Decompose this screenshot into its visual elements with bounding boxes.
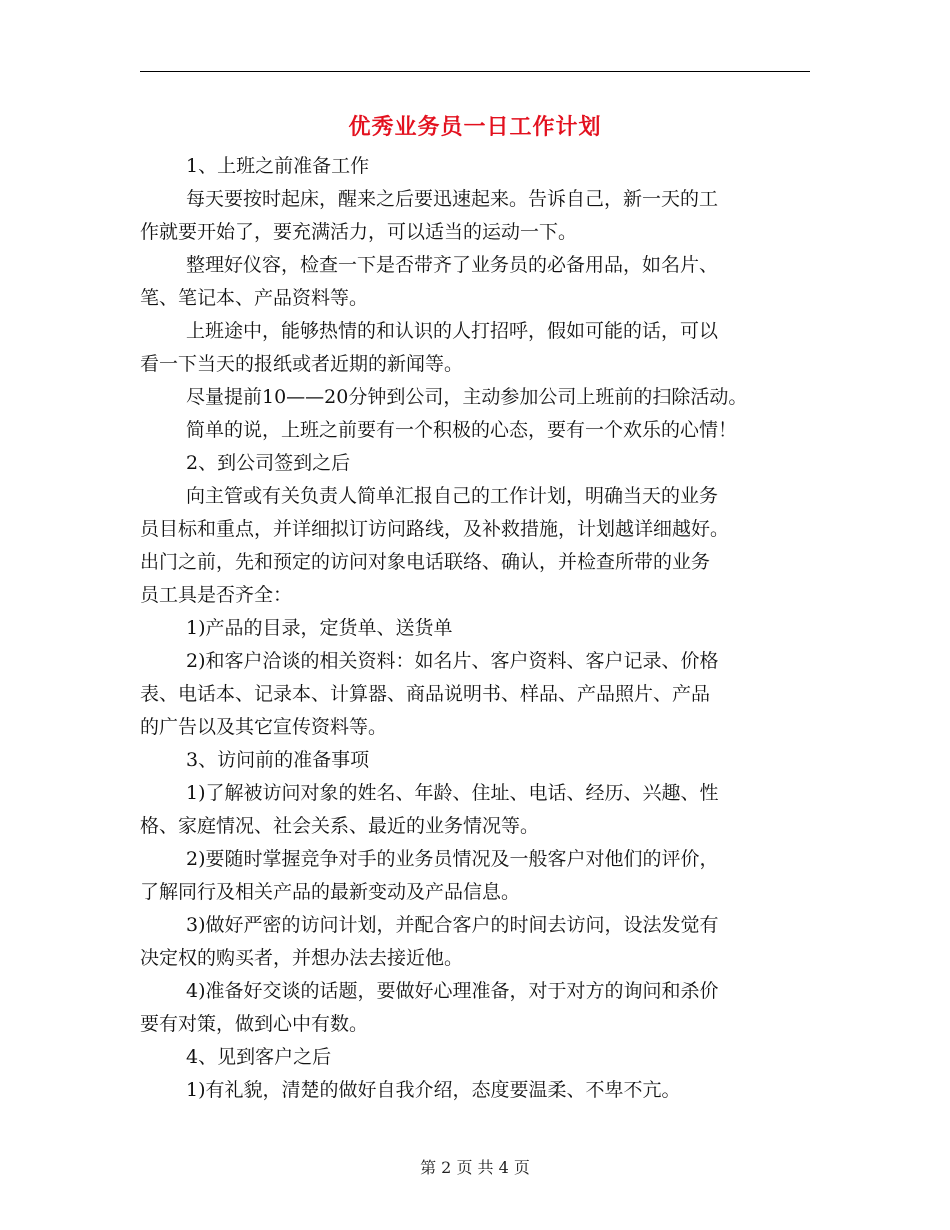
text-line: 格、家庭情况、社会关系、最近的业务情况等。 xyxy=(140,815,540,837)
text-line: 1、上班之前准备工作 xyxy=(186,155,370,177)
text-line: 了解同行及相关产品的最新变动及产品信息。 xyxy=(140,881,521,903)
header-rule xyxy=(140,71,810,72)
text-line: 表、电话本、记录本、计算器、商品说明书、样品、产品照片、产品 xyxy=(140,683,711,705)
text-line: 整理好仪容，检查一下是否带齐了业务员的必备用品，如名片、 xyxy=(186,254,719,276)
document-body xyxy=(140,150,810,1107)
text-line: 的广告以及其它宣传资料等。 xyxy=(140,716,388,738)
text-line: 员工具是否齐全： xyxy=(140,584,293,606)
text-line: 1)有礼貌，清楚的做好自我介绍，态度要温柔、不卑不亢。 xyxy=(186,1079,681,1101)
text-line: 4、见到客户之后 xyxy=(186,1046,332,1068)
text-line: 1)产品的目录，定货单、送货单 xyxy=(186,617,453,639)
text-line: 尽量提前10——20分钟到公司，主动参加公司上班前的扫除活动。 xyxy=(186,386,748,408)
text-line: 4)准备好交谈的话题，要做好心理准备，对于对方的询问和杀价 xyxy=(186,980,719,1002)
text-line: 出门之前，先和预定的访问对象电话联络、确认，并检查所带的业务 xyxy=(140,551,711,573)
text-line: 3、访问前的准备事项 xyxy=(186,749,370,771)
text-line: 3)做好严密的访问计划，并配合客户的时间去访问，设法发觉有 xyxy=(186,914,719,936)
text-line: 上班途中，能够热情的和认识的人打招呼，假如可能的话，可以 xyxy=(186,320,719,342)
text-line: 员目标和重点，并详细拟订访问路线，及补救措施，计划越详细越好。 xyxy=(140,518,730,540)
document-title: 优秀业务员一日工作计划 xyxy=(348,114,602,140)
text-line: 要有对策，做到心中有数。 xyxy=(140,1013,369,1035)
text-line: 每天要按时起床，醒来之后要迅速起来。告诉自己，新一天的工 xyxy=(186,188,719,210)
page-footer: 第 2 页 共 4 页 xyxy=(420,1158,530,1177)
text-line: 2)要随时掌握竞争对手的业务员情况及一般客户对他们的评价， xyxy=(186,848,719,870)
text-line: 简单的说，上班之前要有一个积极的心态，要有一个欢乐的心情！ xyxy=(186,419,738,441)
text-line: 作就要开始了，要充满活力，可以适当的运动一下。 xyxy=(140,221,578,243)
text-line: 笔、笔记本、产品资料等。 xyxy=(140,287,369,309)
text-line: 决定权的购买者，并想办法去接近他。 xyxy=(140,947,464,969)
text-line: 看一下当天的报纸或者近期的新闻等。 xyxy=(140,353,464,375)
text-line: 1)了解被访问对象的姓名、年龄、住址、电话、经历、兴趣、性 xyxy=(186,782,719,804)
text-line: 2)和客户洽谈的相关资料：如名片、客户资料、客户记录、价格 xyxy=(186,650,719,672)
text-line: 向主管或有关负责人简单汇报自己的工作计划，明确当天的业务 xyxy=(186,485,719,507)
text-line: 2、到公司签到之后 xyxy=(186,452,351,474)
